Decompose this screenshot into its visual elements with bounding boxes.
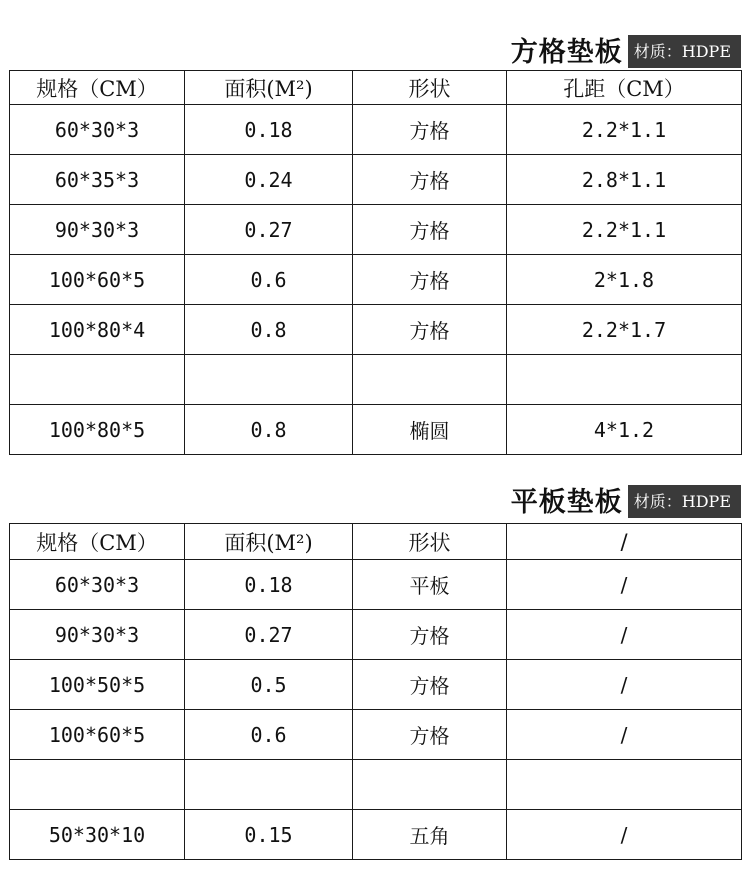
- hole-spacing-cell: /: [507, 560, 742, 610]
- shape-cell: [353, 355, 507, 405]
- hole-spacing-cell: 2.2*1.1: [507, 205, 742, 255]
- shape-cell: 方格: [353, 155, 507, 205]
- table-row: [10, 105, 742, 155]
- area-cell: 0.5: [185, 660, 353, 710]
- size-cell: 100*60*5: [10, 255, 185, 305]
- size-cell: 90*30*3: [10, 610, 185, 660]
- material-badge: 材质：HDPE: [628, 35, 741, 68]
- section-title: 方格垫板: [510, 37, 623, 68]
- shape-cell: 方格: [353, 660, 507, 710]
- size-cell: 100*80*5: [10, 405, 185, 455]
- size-cell: 60*30*3: [10, 105, 185, 155]
- area-cell: 0.6: [185, 255, 353, 305]
- table-row: [10, 710, 742, 760]
- table-row: [10, 155, 742, 205]
- hole-spacing-cell: /: [507, 810, 742, 860]
- hole-spacing-cell: 2*1.8: [507, 255, 742, 305]
- area-cell: 0.15: [185, 810, 353, 860]
- shape-cell: 平板: [353, 560, 507, 610]
- header-cell-size: 规格（CM）: [10, 71, 185, 105]
- hole-spacing-cell: [507, 760, 742, 810]
- size-cell: 90*30*3: [10, 205, 185, 255]
- grid-mat-section: [9, 30, 741, 454]
- hole-spacing-cell: 2.2*1.7: [507, 305, 742, 355]
- table-row: [10, 560, 742, 610]
- header-cell-size: 规格（CM）: [10, 524, 185, 560]
- hole-spacing-cell: 2.2*1.1: [507, 105, 742, 155]
- table-header-row: [10, 524, 742, 560]
- area-cell: 0.8: [185, 405, 353, 455]
- section-header: [511, 30, 741, 68]
- header-cell-hole-spacing: /: [507, 524, 742, 560]
- size-cell: [10, 760, 185, 810]
- area-cell: 0.6: [185, 710, 353, 760]
- shape-cell: 方格: [353, 105, 507, 155]
- section-title: 平板垫板: [510, 487, 623, 518]
- shape-cell: 方格: [353, 710, 507, 760]
- header-cell-area: 面积(M²): [185, 524, 353, 560]
- size-cell: 60*30*3: [10, 560, 185, 610]
- hole-spacing-cell: 2.8*1.1: [507, 155, 742, 205]
- shape-cell: [353, 760, 507, 810]
- area-cell: 0.27: [185, 610, 353, 660]
- table-row-empty: [10, 760, 742, 810]
- shape-cell: 椭圆: [353, 405, 507, 455]
- table-row: [10, 660, 742, 710]
- table-row: [10, 610, 742, 660]
- table-row: [10, 810, 742, 860]
- hole-spacing-cell: [507, 355, 742, 405]
- size-cell: [10, 355, 185, 405]
- shape-cell: 方格: [353, 305, 507, 355]
- hole-spacing-cell: /: [507, 610, 742, 660]
- header-cell-shape: 形状: [353, 71, 507, 105]
- area-cell: 0.18: [185, 560, 353, 610]
- spec-table: [9, 523, 742, 860]
- shape-cell: 五角: [353, 810, 507, 860]
- shape-cell: 方格: [353, 255, 507, 305]
- section-header: [511, 480, 741, 518]
- size-cell: 50*30*10: [10, 810, 185, 860]
- table-header-row: [10, 71, 742, 105]
- size-cell: 100*60*5: [10, 710, 185, 760]
- table-row: [10, 405, 742, 455]
- hole-spacing-cell: /: [507, 710, 742, 760]
- area-cell: 0.27: [185, 205, 353, 255]
- area-cell: [185, 355, 353, 405]
- table-row: [10, 305, 742, 355]
- shape-cell: 方格: [353, 610, 507, 660]
- table-row: [10, 205, 742, 255]
- size-cell: 60*35*3: [10, 155, 185, 205]
- area-cell: 0.8: [185, 305, 353, 355]
- header-cell-hole-spacing: 孔距（CM）: [507, 71, 742, 105]
- material-badge: 材质：HDPE: [628, 485, 741, 518]
- size-cell: 100*80*4: [10, 305, 185, 355]
- area-cell: [185, 760, 353, 810]
- flat-mat-section: [9, 480, 741, 860]
- hole-spacing-cell: 4*1.2: [507, 405, 742, 455]
- spec-table: [9, 70, 742, 455]
- table-row: [10, 255, 742, 305]
- area-cell: 0.18: [185, 105, 353, 155]
- area-cell: 0.24: [185, 155, 353, 205]
- shape-cell: 方格: [353, 205, 507, 255]
- size-cell: 100*50*5: [10, 660, 185, 710]
- table-row-empty: [10, 355, 742, 405]
- header-cell-area: 面积(M²): [185, 71, 353, 105]
- hole-spacing-cell: /: [507, 660, 742, 710]
- header-cell-shape: 形状: [353, 524, 507, 560]
